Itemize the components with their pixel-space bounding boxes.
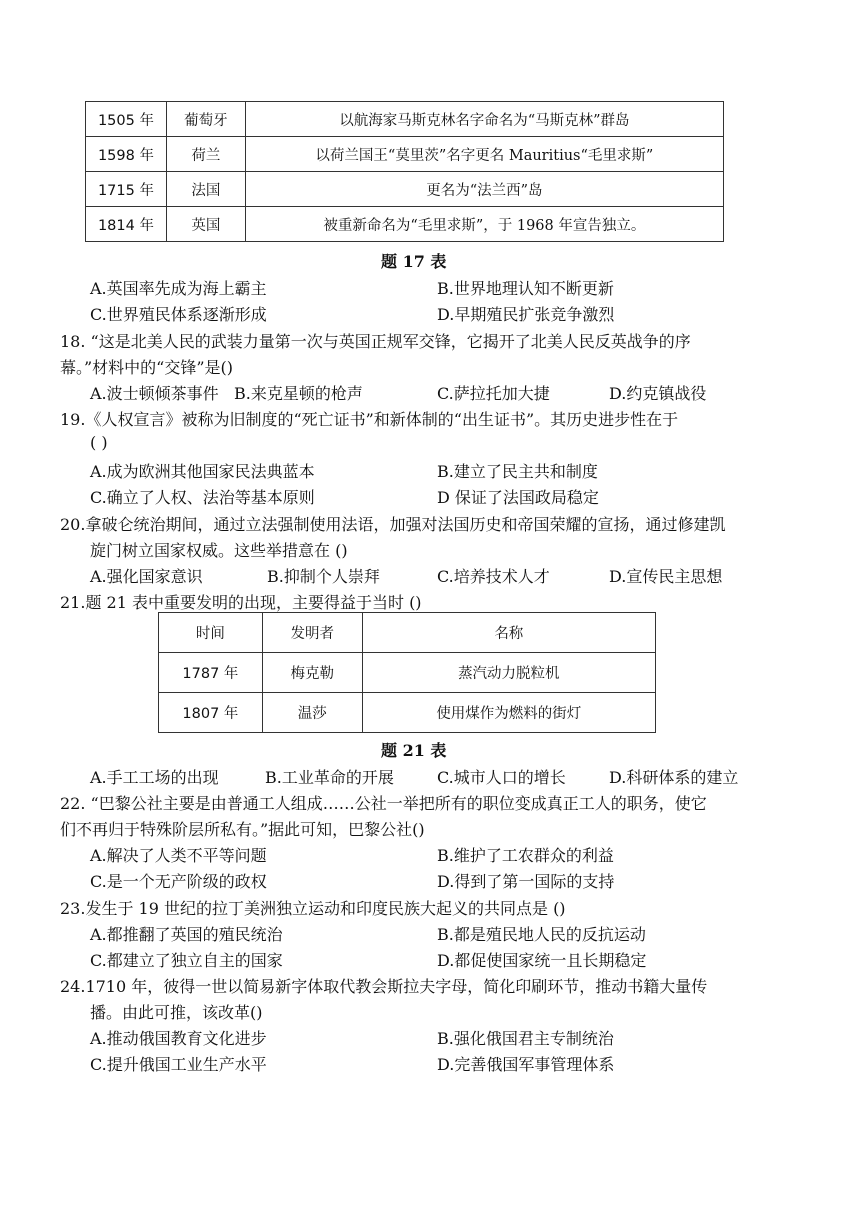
q24-option-d: D.完善俄国军事管理体系	[437, 1055, 615, 1074]
table-21-caption: 题 21 表	[381, 741, 447, 760]
q21-stem-line1: 21.题 21 表中重要发明的出现，主要得益于当时 ()	[60, 593, 422, 612]
table-17-caption: 题 17 表	[381, 252, 447, 271]
q24-option-b: B.强化俄国君主专制统治	[437, 1029, 614, 1048]
table-cell: 温莎	[262, 693, 362, 733]
q22-stem-line2: 们不再归于特殊阶层所私有。”据此可知，巴黎公社()	[60, 820, 425, 839]
table-cell: 1598 年	[86, 137, 167, 172]
table-cell: 使用煤作为燃料的街灯	[362, 693, 655, 733]
q19-option-d: D 保证了法国政局稳定	[437, 488, 599, 507]
table-cell: 英国	[166, 207, 245, 242]
q22-option-a: A.解决了人类不平等问题	[90, 846, 267, 865]
q22-stem-line1: 22. “巴黎公社主要是由普通工人组成……公社一举把所有的职位变成真正工人的职务，使它	[60, 794, 707, 813]
q19-stem-line1: 19.《人权宣言》被称为旧制度的“死亡证书”和新体制的“出生证书”。其历史进步性在于	[60, 410, 679, 429]
q21-option-c: C.城市人口的增长	[437, 768, 566, 787]
q23-option-b: B.都是殖民地人民的反抗运动	[437, 925, 646, 944]
q20-option-d: D.宣传民主思想	[609, 567, 723, 586]
q24-option-a: A.推动俄国教育文化进步	[90, 1029, 267, 1048]
table-header-time: 时间	[159, 613, 263, 653]
q21-option-a: A.手工工场的出现	[90, 768, 219, 787]
table-cell: 1814 年	[86, 207, 167, 242]
q19-option-c: C.确立了人权、法治等基本原则	[90, 488, 315, 507]
table-header-name: 名称	[362, 613, 655, 653]
table-cell: 蒸汽动力脱粒机	[362, 653, 655, 693]
q18-stem-line2: 幕。”材料中的“交锋”是()	[60, 358, 234, 377]
q18-option-d: D.约克镇战役	[609, 384, 707, 403]
q17-option-c: C.世界殖民体系逐渐形成	[90, 305, 267, 324]
q21-option-b: B.工业革命的开展	[265, 768, 394, 787]
table-row	[86, 102, 724, 137]
table-cell: 以荷兰国王“莫里茨”名字更名 Mauritius“毛里求斯”	[245, 137, 723, 172]
table-cell: 葡萄牙	[166, 102, 245, 137]
table-cell: 1715 年	[86, 172, 167, 207]
table-row	[86, 172, 724, 207]
q23-stem-line1: 23.发生于 19 世纪的拉丁美洲独立运动和印度民族大起义的共同点是 ()	[60, 899, 566, 918]
q22-option-c: C.是一个无产阶级的政权	[90, 872, 267, 891]
q18-option-c: C.萨拉托加大捷	[437, 384, 550, 403]
q18-option-b: B.来克星顿的枪声	[234, 384, 363, 403]
q24-stem-line2: 播。由此可推，该改革()	[90, 1003, 263, 1022]
table-cell: 1505 年	[86, 102, 167, 137]
q17-option-d: D.早期殖民扩张竞争激烈	[437, 305, 615, 324]
q21-option-d: D.科研体系的建立	[609, 768, 739, 787]
q18-stem-line1: 18. “这是北美人民的武装力量第一次与英国正规军交锋，它揭开了北美人民反英战争的序	[60, 332, 691, 351]
q19-stem-line2: ( )	[90, 433, 108, 452]
q23-option-c: C.都建立了独立自主的国家	[90, 951, 283, 970]
table-cell: 1787 年	[159, 653, 263, 693]
q20-stem-line2: 旋门树立国家权威。这些举措意在 ()	[90, 541, 348, 560]
table-cell: 1807 年	[159, 693, 263, 733]
table-cell: 以航海家马斯克林名字命名为“马斯克林”群岛	[245, 102, 723, 137]
q20-option-a: A.强化国家意识	[90, 567, 203, 586]
q20-stem-line1: 20.拿破仑统治期间，通过立法强制使用法语，加强对法国历史和帝国荣耀的宣扬，通过修建凯	[60, 515, 726, 534]
table-row	[86, 207, 724, 242]
q17-option-b: B.世界地理认知不断更新	[437, 279, 614, 298]
table-cell: 梅克勒	[262, 653, 362, 693]
table-cell: 荷兰	[166, 137, 245, 172]
q19-option-a: A.成为欧洲其他国家民法典蓝本	[90, 462, 315, 481]
table-cell: 法国	[166, 172, 245, 207]
q23-option-a: A.都推翻了英国的殖民统治	[90, 925, 283, 944]
table-row	[159, 653, 656, 693]
q24-stem-line1: 24.1710 年，彼得一世以简易新字体取代教会斯拉夫字母，简化印刷环节，推动书籍大量传	[60, 977, 708, 996]
q18-option-a: A.波士顿倾茶事件	[90, 384, 219, 403]
table-row	[86, 137, 724, 172]
q20-option-b: B.抑制个人崇拜	[267, 567, 380, 586]
q20-option-c: C.培养技术人才	[437, 567, 550, 586]
q19-option-b: B.建立了民主共和制度	[437, 462, 598, 481]
table-21	[158, 612, 656, 733]
table-header-row	[159, 613, 656, 653]
q23-option-d: D.都促使国家统一且长期稳定	[437, 951, 647, 970]
q24-option-c: C.提升俄国工业生产水平	[90, 1055, 267, 1074]
table-row	[159, 693, 656, 733]
table-cell: 被重新命名为“毛里求斯”，于 1968 年宣告独立。	[245, 207, 723, 242]
table-cell: 更名为“法兰西”岛	[245, 172, 723, 207]
q22-option-b: B.维护了工农群众的利益	[437, 846, 614, 865]
table-17	[85, 101, 724, 242]
table-header-inventor: 发明者	[262, 613, 362, 653]
q17-option-a: A.英国率先成为海上霸主	[90, 279, 267, 298]
q22-option-d: D.得到了第一国际的支持	[437, 872, 615, 891]
